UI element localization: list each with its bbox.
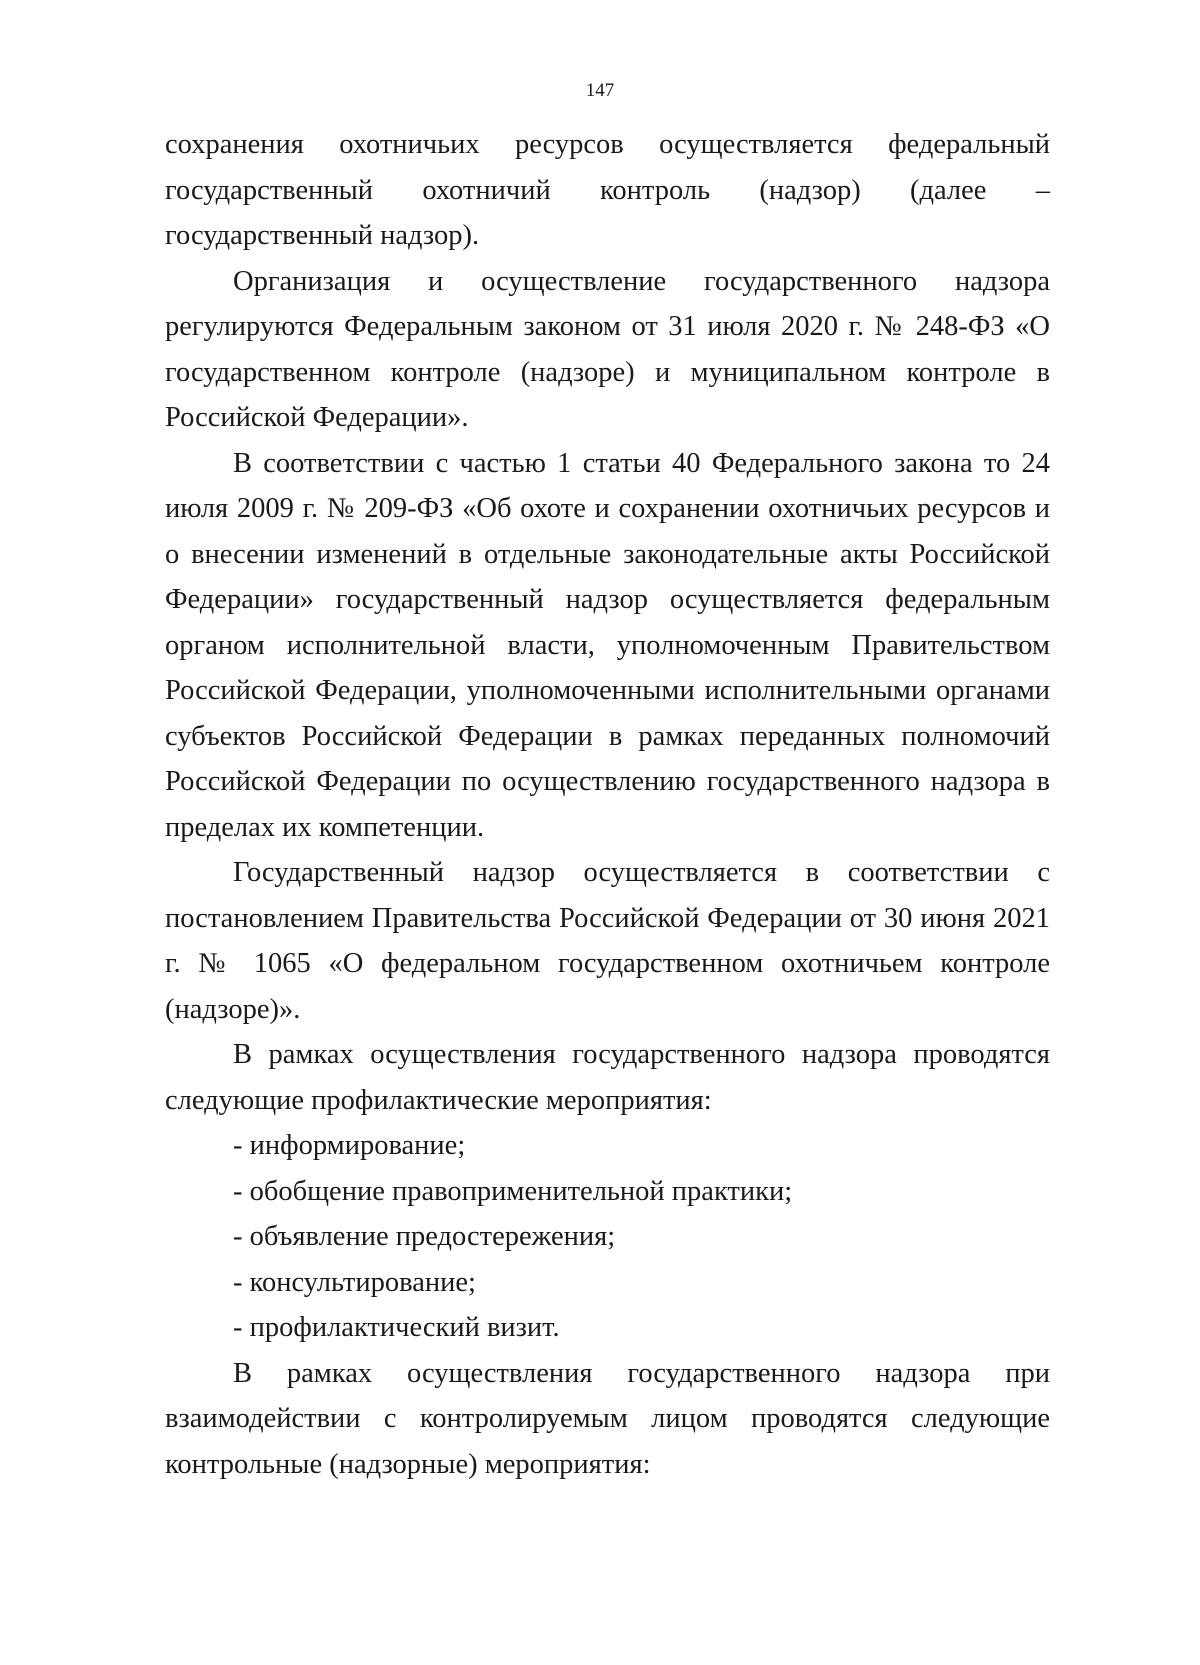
list-item: - информирование;	[233, 1130, 466, 1161]
list-item: - обобщение правоприменительной практики;	[233, 1175, 793, 1207]
document-body	[165, 122, 1050, 1487]
list-item: - профилактический визит.	[233, 1312, 560, 1343]
paragraph-continuation: сохранения охотничьих ресурсов осуществляется федеральный государственный охотничий контроль (надзор) (далее – государственный надзор).	[165, 129, 1050, 251]
page-number: 147	[585, 80, 615, 101]
paragraph-resolution: Государственный надзор осуществляется в соответствии с постановлением Правительства Российской Федерации от 30 июня 2021 г. № 1065 «О федеральном государственном охотничьем контроле (надзоре)».	[165, 857, 1050, 1025]
list-item: - консультирование;	[233, 1266, 476, 1298]
paragraph-control-measures: В рамках осуществления государственного надзора при взаимодействии с контролируемым лицом проводятся следующие контрольные (надзорные) мероприятия:	[165, 1357, 1050, 1480]
list-item: - объявление предостережения;	[233, 1221, 616, 1252]
paragraph-preventive-intro: В рамках осуществления государственного надзора проводятся следующие профилактические мероприятия:	[165, 1039, 1050, 1116]
paragraph-authority: В соответствии с частью 1 статьи 40 Федерального закона то 24 июля 2009 г. № 209-ФЗ «Об охоте и сохранении охотничьих ресурсов и о внесении изменений в отдельные законодательные акты Российской Федерации» государственный надзор осуществляется федеральным органом исполнительной власти, уполномоченным Правительством Российской Федерации, уполномоченными исполнительными органами субъектов Российской Федерации в рамках переданных полномочий Российской Федерации по осуществлению государственного надзора в пределах их компетенции.	[165, 447, 1050, 843]
paragraph-regulation: Организация и осуществление государственного надзора регулируются Федеральным законом от 31 июля 2020 г. № 248-ФЗ «О государственном контроле (надзоре) и муниципальном контроле в Российской Федерации».	[165, 265, 1050, 433]
